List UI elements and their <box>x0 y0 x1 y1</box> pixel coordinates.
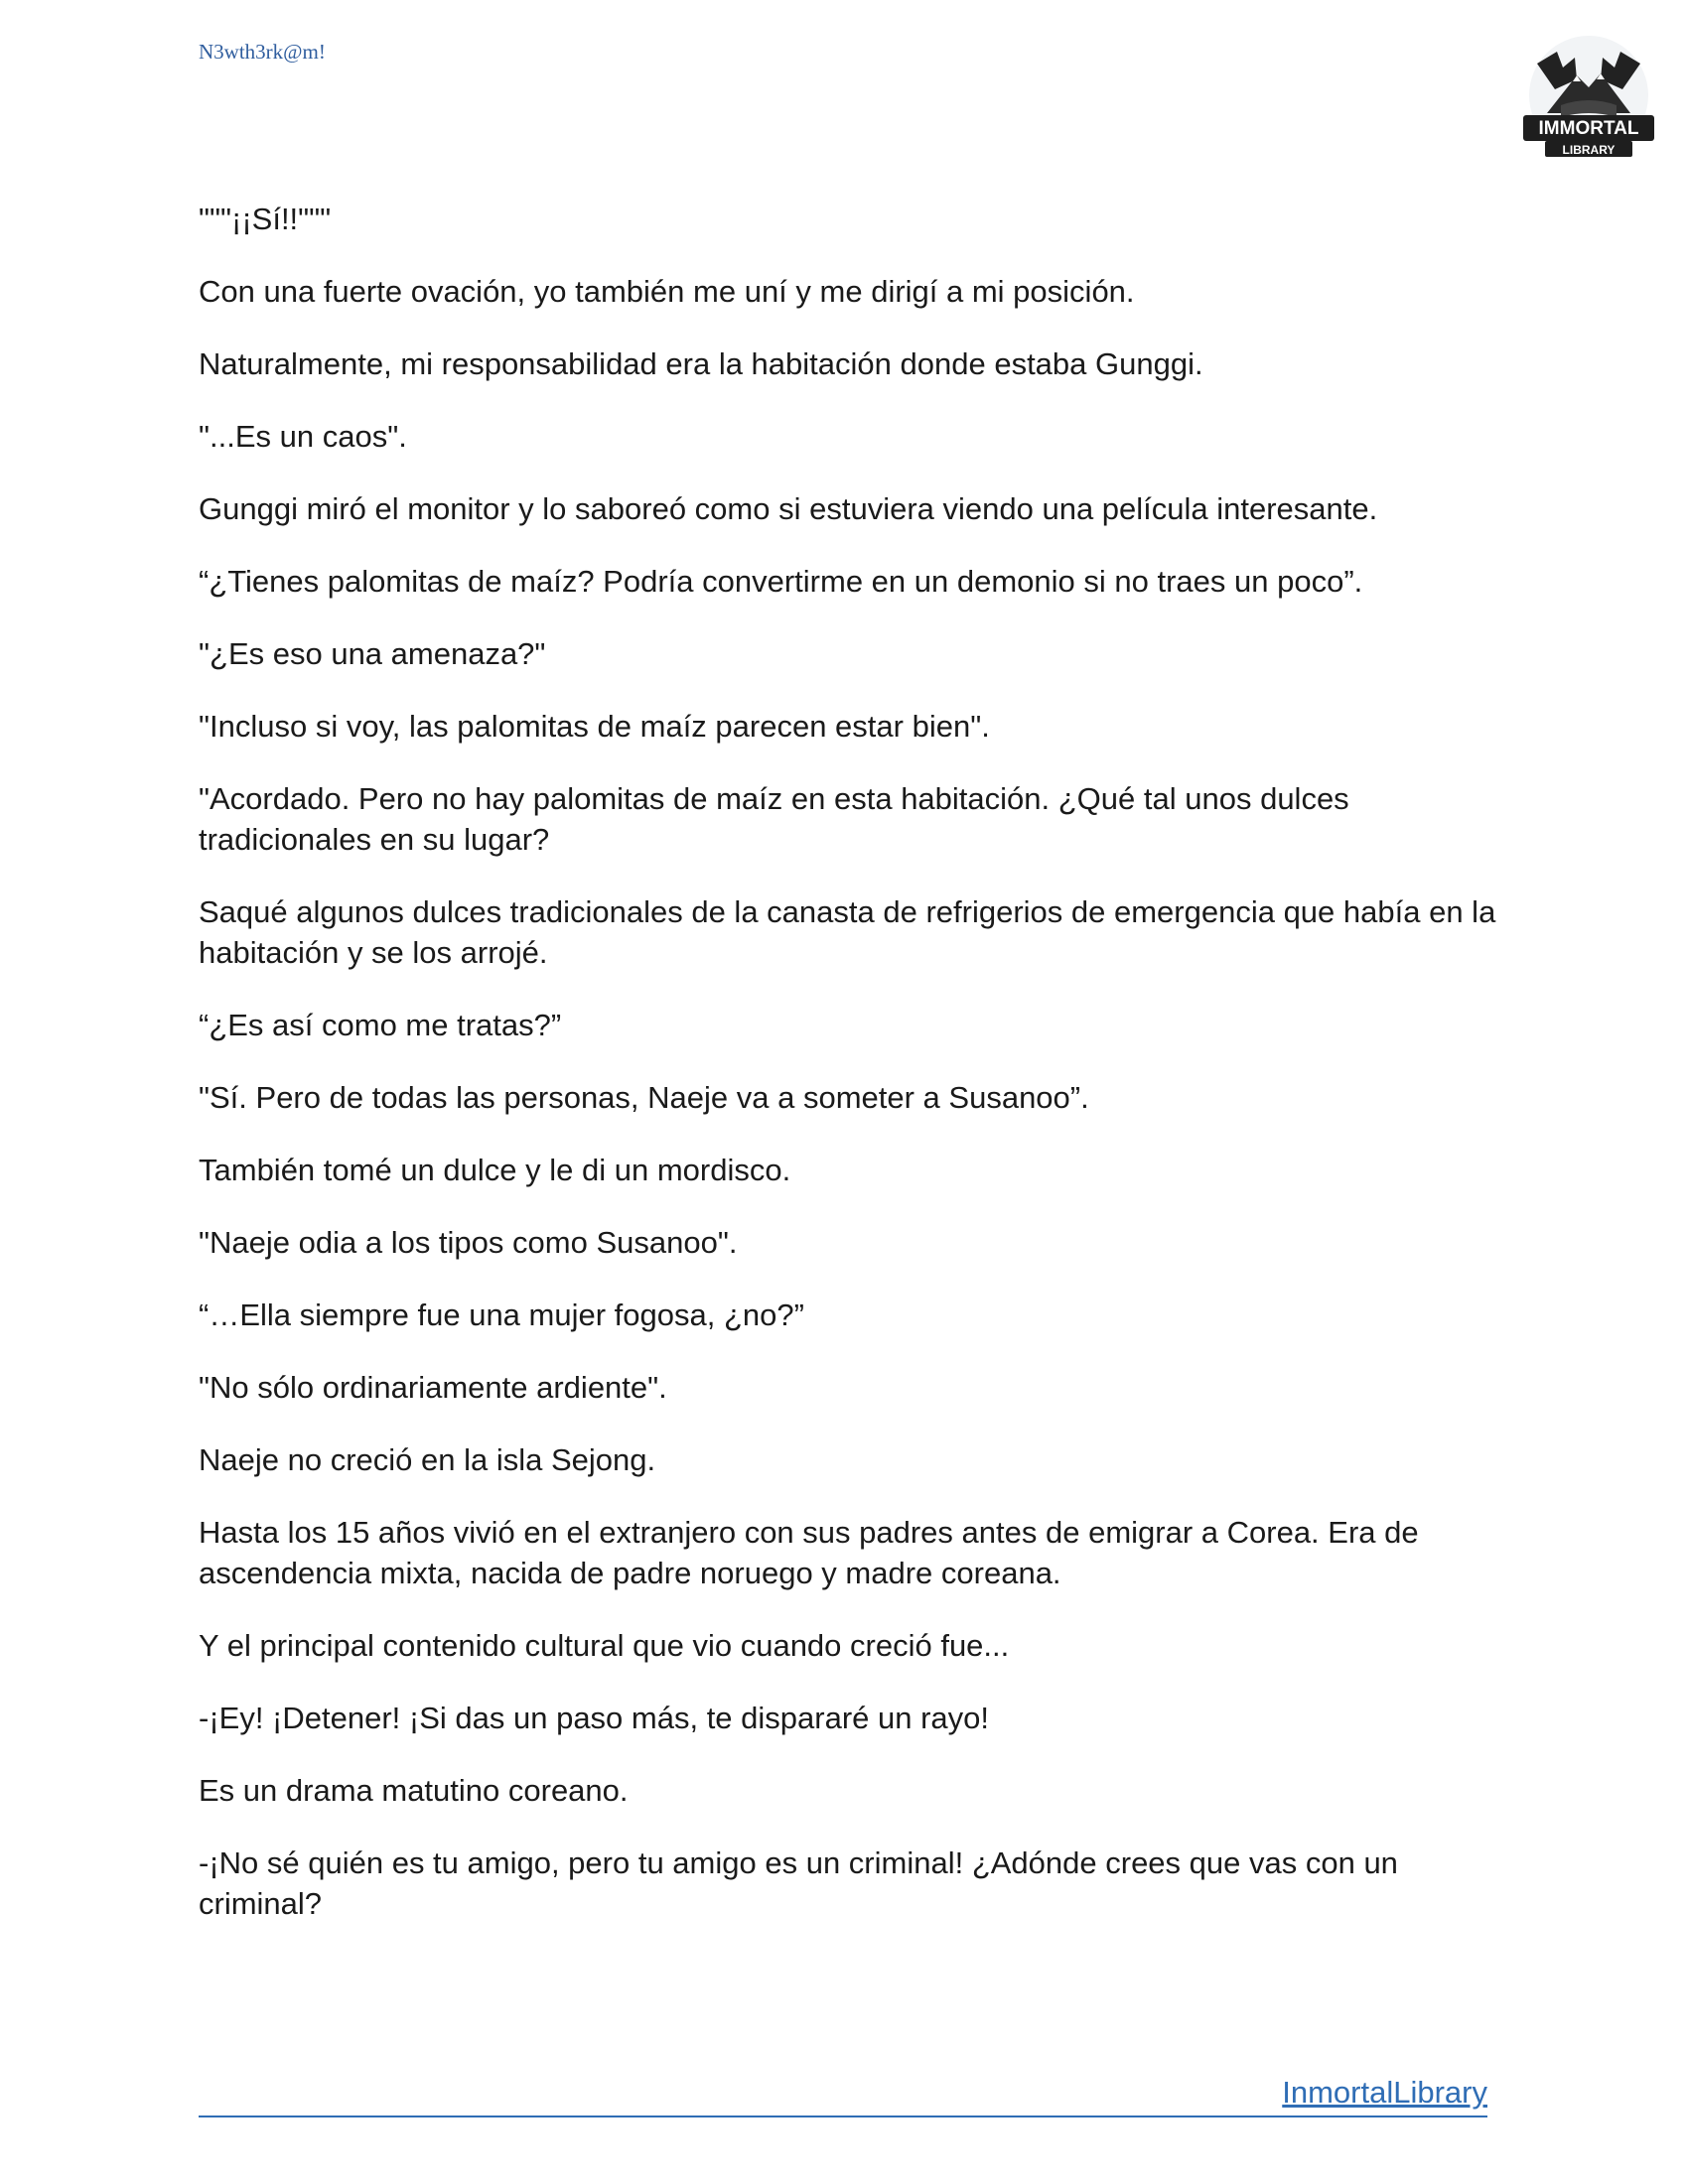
paragraph: "Incluso si voy, las palomitas de maíz parecen estar bien". <box>199 709 990 744</box>
paragraph: "Sí. Pero de todas las personas, Naeje va a someter a Susanoo”. <box>199 1080 1089 1115</box>
paragraph: Gunggi miró el monitor y lo saboreó como si estuviera viendo una película interesante. <box>199 491 1378 526</box>
paragraph: “…Ella siempre fue una mujer fogosa, ¿no?” <box>199 1297 804 1332</box>
paragraph: Naturalmente, mi responsabilidad era la habitación donde estaba Gunggi. <box>199 346 1203 381</box>
footer-library-link[interactable]: InmortalLibrary <box>1282 2075 1487 2110</box>
logo-text-library: LIBRARY <box>1562 143 1616 157</box>
immortal-library-logo <box>1517 34 1660 163</box>
paragraph: Saqué algunos dulces tradicionales de la canasta de refrigerios de emergencia que había en la habitación y se los arrojé. <box>199 894 1496 970</box>
paragraph: "...Es un caos". <box>199 419 407 454</box>
header-watermark: N3wth3rk@m! <box>199 40 326 64</box>
paragraph: """¡¡Sí!!""" <box>199 202 332 236</box>
paragraph: -¡No sé quién es tu amigo, pero tu amigo es un criminal! ¿Adónde crees que vas con un criminal? <box>199 1845 1398 1921</box>
paragraph: Hasta los 15 años vivió en el extranjero con sus padres antes de emigrar a Corea. Era de ascendencia mixta, nacida de padre noruego y madre coreana. <box>199 1515 1419 1590</box>
paragraph: "Acordado. Pero no hay palomitas de maíz en esta habitación. ¿Qué tal unos dulces tradicionales en su lugar? <box>199 781 1349 857</box>
document-body <box>199 199 1509 1956</box>
paragraph: "Naeje odia a los tipos como Susanoo". <box>199 1225 738 1260</box>
logo-text-immortal: IMMORTAL <box>1538 118 1639 139</box>
paragraph: Y el principal contenido cultural que vio cuando creció fue... <box>199 1628 1010 1663</box>
paragraph: "No sólo ordinariamente ardiente". <box>199 1370 667 1405</box>
paragraph: “¿Es así como me tratas?” <box>199 1008 562 1042</box>
paragraph: -¡Ey! ¡Detener! ¡Si das un paso más, te dispararé un rayo! <box>199 1701 990 1735</box>
footer-divider <box>199 2116 1487 2117</box>
paragraph: Con una fuerte ovación, yo también me uní y me dirigí a mi posición. <box>199 274 1135 309</box>
paragraph: Es un drama matutino coreano. <box>199 1773 629 1808</box>
paragraph: “¿Tienes palomitas de maíz? Podría convertirme en un demonio si no traes un poco”. <box>199 564 1363 599</box>
paragraph: "¿Es eso una amenaza?" <box>199 636 546 671</box>
paragraph: También tomé un dulce y le di un mordisco. <box>199 1153 791 1187</box>
paragraph: Naeje no creció en la isla Sejong. <box>199 1442 656 1477</box>
